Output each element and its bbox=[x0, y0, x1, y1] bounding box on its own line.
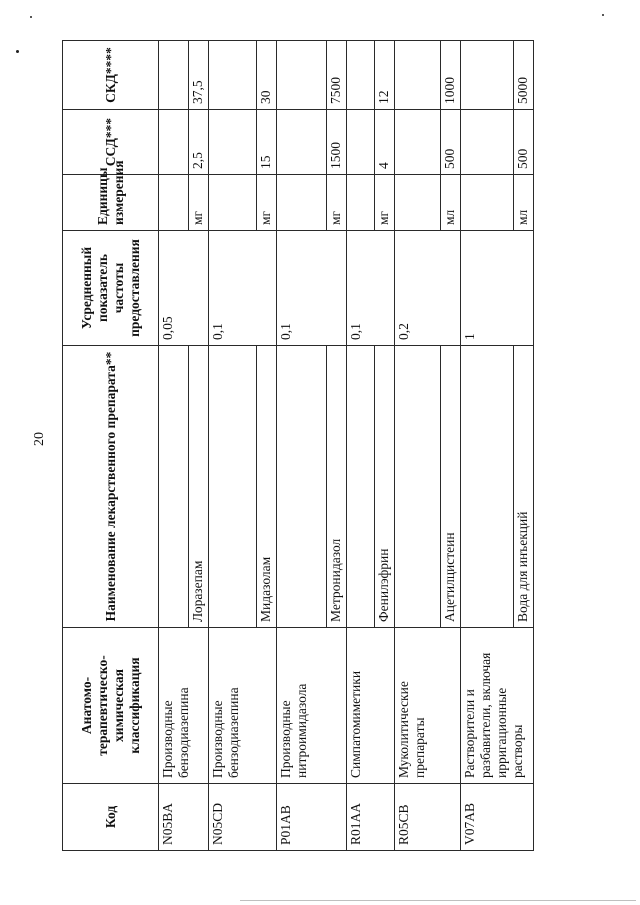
cell-drug-name: Вода для инъекций bbox=[514, 346, 534, 628]
cell-frequency: 0,1 bbox=[347, 231, 395, 346]
cell-drug-name-empty bbox=[347, 346, 375, 628]
document-sheet bbox=[62, 41, 530, 851]
cell-skd: 30 bbox=[257, 41, 277, 110]
cell-ssd-empty bbox=[395, 110, 441, 175]
cell-unit-empty bbox=[209, 175, 257, 231]
cell-ssd: 1500 bbox=[327, 110, 347, 175]
cell-atc: Производные нитроимидазола bbox=[277, 628, 347, 784]
cell-unit-empty bbox=[159, 175, 189, 231]
cell-atc: Производные бензодиазепина bbox=[159, 628, 209, 784]
cell-drug-name-empty bbox=[395, 346, 441, 628]
cell-skd-empty bbox=[159, 41, 189, 110]
cell-skd-empty bbox=[461, 41, 514, 110]
table-row-group bbox=[159, 41, 189, 851]
rotated-page-content bbox=[62, 41, 530, 851]
cell-unit: мг bbox=[375, 175, 395, 231]
cell-ssd-empty bbox=[277, 110, 327, 175]
cell-unit: мг bbox=[257, 175, 277, 231]
cell-ssd: 15 bbox=[257, 110, 277, 175]
drug-table-body bbox=[63, 41, 534, 851]
cell-skd: 12 bbox=[375, 41, 395, 110]
cell-frequency: 1 bbox=[461, 231, 534, 346]
col-header-unit: Единицы измерения bbox=[63, 175, 159, 231]
cell-drug-name: Фенилэфрин bbox=[375, 346, 395, 628]
cell-code: V07AB bbox=[461, 784, 534, 851]
scan-dot bbox=[30, 16, 32, 18]
cell-atc: Растворители и разбавители, включая ирригационные растворы bbox=[461, 628, 534, 784]
cell-frequency: 0,1 bbox=[277, 231, 347, 346]
cell-unit: мг bbox=[327, 175, 347, 231]
col-header-code: Код bbox=[63, 784, 159, 851]
col-header-drug-name: Наименование лекарственного препарата** bbox=[63, 346, 159, 628]
cell-unit: мл bbox=[514, 175, 534, 231]
cell-skd: 37,5 bbox=[189, 41, 209, 110]
cell-code: N05BA bbox=[159, 784, 209, 851]
cell-skd: 5000 bbox=[514, 41, 534, 110]
cell-ssd: 2,5 bbox=[189, 110, 209, 175]
cell-unit-empty bbox=[395, 175, 441, 231]
scan-dot bbox=[602, 14, 604, 16]
table-row-group bbox=[461, 41, 514, 851]
col-header-skd: СКД**** bbox=[63, 41, 159, 110]
cell-skd: 7500 bbox=[327, 41, 347, 110]
table-row-group bbox=[209, 41, 257, 851]
cell-ssd: 500 bbox=[441, 110, 461, 175]
cell-unit-empty bbox=[277, 175, 327, 231]
drug-table bbox=[62, 40, 534, 851]
cell-code: R05CB bbox=[395, 784, 461, 851]
cell-code: N05CD bbox=[209, 784, 277, 851]
cell-atc: Симпатомиметики bbox=[347, 628, 395, 784]
col-header-ssd: ССД*** bbox=[63, 110, 159, 175]
cell-ssd: 4 bbox=[375, 110, 395, 175]
cell-ssd-empty bbox=[347, 110, 375, 175]
cell-unit-empty bbox=[461, 175, 514, 231]
scan-dot bbox=[16, 50, 19, 53]
cell-frequency: 0,2 bbox=[395, 231, 461, 346]
cell-unit-empty bbox=[347, 175, 375, 231]
cell-ssd-empty bbox=[159, 110, 189, 175]
cell-ssd-empty bbox=[461, 110, 514, 175]
cell-skd-empty bbox=[395, 41, 441, 110]
cell-skd-empty bbox=[277, 41, 327, 110]
cell-drug-name: Метронидазол bbox=[327, 346, 347, 628]
cell-atc: Муколитические препараты bbox=[395, 628, 461, 784]
page-number: 20 bbox=[32, 432, 47, 446]
table-row-group bbox=[347, 41, 375, 851]
cell-unit: мг bbox=[189, 175, 209, 231]
cell-code: P01AB bbox=[277, 784, 347, 851]
cell-skd-empty bbox=[209, 41, 257, 110]
cell-drug-name: Мидазолам bbox=[257, 346, 277, 628]
cell-unit: мл bbox=[441, 175, 461, 231]
cell-drug-name-empty bbox=[277, 346, 327, 628]
cell-ssd: 500 bbox=[514, 110, 534, 175]
cell-drug-name: Ацетилцистеин bbox=[441, 346, 461, 628]
cell-ssd-empty bbox=[209, 110, 257, 175]
table-header-row bbox=[63, 41, 159, 851]
cell-code: R01AA bbox=[347, 784, 395, 851]
table-row-group bbox=[277, 41, 327, 851]
cell-drug-name-empty bbox=[209, 346, 257, 628]
table-row-group bbox=[395, 41, 441, 851]
cell-skd: 1000 bbox=[441, 41, 461, 110]
cell-atc: Производные бензодиазепина bbox=[209, 628, 277, 784]
scan-edge-line bbox=[240, 900, 636, 901]
col-header-atc: Анатомо-терапевтическо-химическая классификация bbox=[63, 628, 159, 784]
cell-drug-name: Лоразепам bbox=[189, 346, 209, 628]
cell-skd-empty bbox=[347, 41, 375, 110]
cell-drug-name-empty bbox=[461, 346, 514, 628]
col-header-frequency: Усредненный показатель частоты предоставления bbox=[63, 231, 159, 346]
cell-frequency: 0,05 bbox=[159, 231, 209, 346]
cell-drug-name-empty bbox=[159, 346, 189, 628]
cell-frequency: 0,1 bbox=[209, 231, 277, 346]
